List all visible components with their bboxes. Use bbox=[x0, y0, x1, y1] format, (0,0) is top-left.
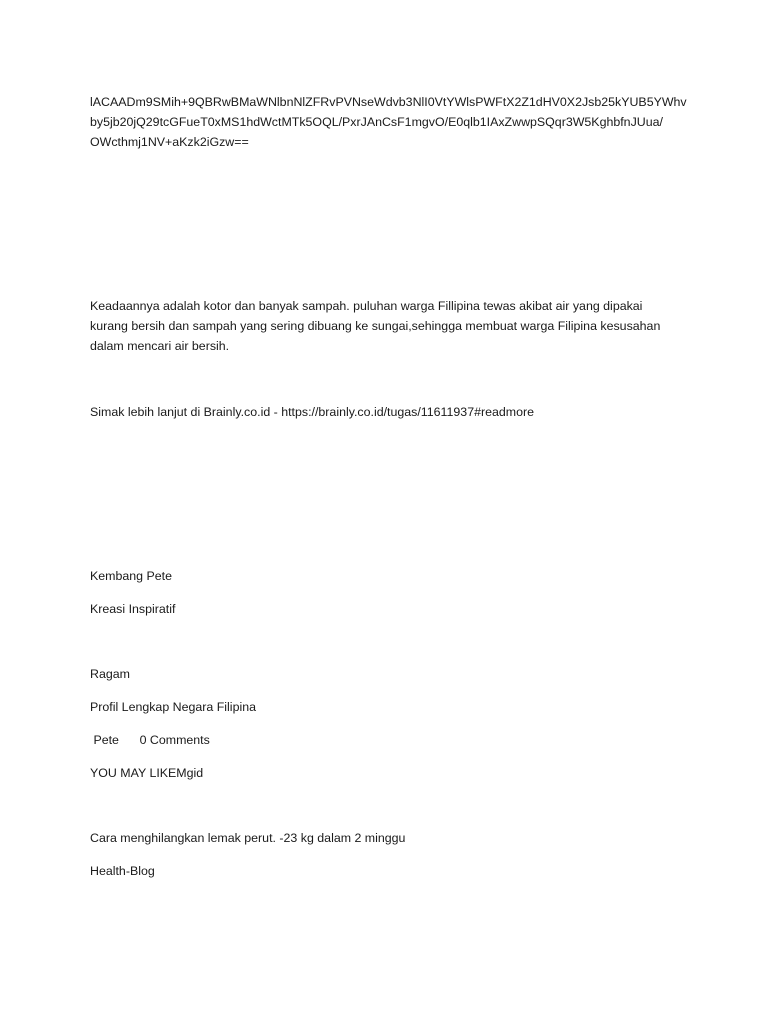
description-line-3: dalam mencari air bersih. bbox=[90, 339, 230, 353]
site-tagline: Kreasi Inspiratif bbox=[90, 602, 176, 616]
source-note: Simak lebih lanjut di Brainly.co.id - https://brainly.co.id/tugas/11611937#readmore bbox=[90, 405, 535, 419]
description-line-2: kurang bersih dan sampah yang sering dibuang ke sungai,sehingga membuat warga Filipina kesusahan bbox=[90, 319, 661, 333]
post-category: Ragam bbox=[90, 667, 130, 681]
recommended-title: Cara menghilangkan lemak perut. -23 kg dalam 2 minggu bbox=[90, 831, 406, 845]
you-may-like-heading: YOU MAY LIKEMgid bbox=[90, 766, 204, 780]
post-meta: Pete 0 Comments bbox=[90, 733, 210, 747]
post-title: Profil Lengkap Negara Filipina bbox=[90, 700, 256, 714]
encoded-text-line-3: OWcthmj1NV+aKzk2iGzw== bbox=[90, 135, 249, 149]
encoded-text-line-2: by5jb20jQ29tcGFueT0xMS1hdWctMTk5OQL/PxrJAnCsF1mgvO/E0qlb1IAxZwwpSQqr3W5KghbfnJUua/ bbox=[90, 115, 663, 129]
description-line-1: Keadaannya adalah kotor dan banyak sampah. puluhan warga Fillipina tewas akibat air yang dipakai bbox=[90, 299, 643, 313]
encoded-text-line-1: lACAADm9SMih+9QBRwBMaWNlbnNlZFRvPVNseWdvb3NlI0VtYWlsPWFtX2Z1dHV0X2Jsb25kYUB5YWhv bbox=[90, 95, 687, 109]
site-name: Kembang Pete bbox=[90, 569, 172, 583]
recommended-source: Health-Blog bbox=[90, 864, 155, 878]
